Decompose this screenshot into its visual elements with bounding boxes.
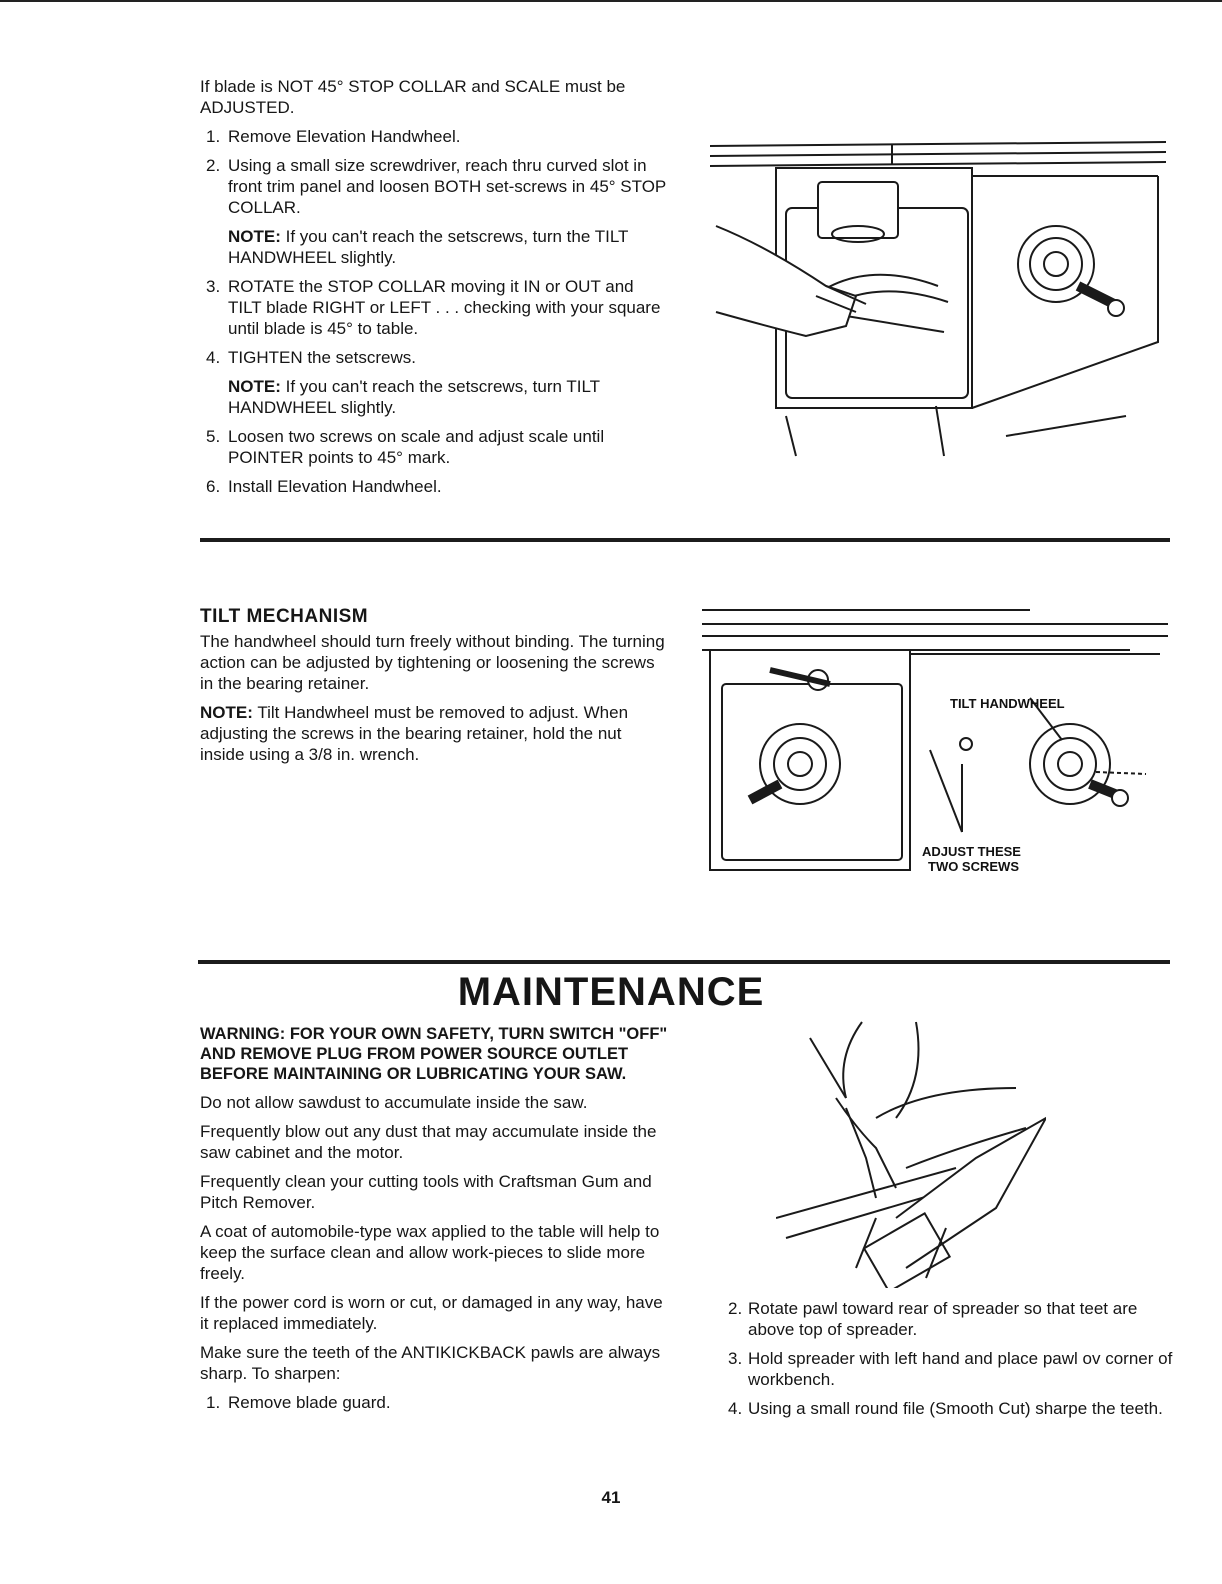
step-text: Remove blade guard. bbox=[228, 1393, 391, 1412]
adjustment-steps-end bbox=[200, 426, 666, 497]
maintenance-paragraph: Make sure the teeth of the ANTIKICKBACK pawls are always sharp. To sharpen: bbox=[200, 1343, 661, 1383]
step-number: 2. bbox=[206, 156, 221, 175]
page-top-border bbox=[0, 0, 1222, 2]
adjust-screws-label-line2: TWO SCREWS bbox=[928, 859, 1019, 874]
stop-collar-adjustment-section bbox=[200, 76, 666, 505]
maintenance-paragraph: If the power cord is worn or cut, or damaged in any way, have it replaced immediately. bbox=[200, 1293, 663, 1333]
tilt-handwheel-label: TILT HANDWHEEL bbox=[950, 696, 1065, 711]
maintenance-section bbox=[200, 1024, 668, 1421]
note-label: NOTE: bbox=[228, 377, 281, 396]
step-number: 1. bbox=[206, 127, 221, 146]
step-item bbox=[200, 426, 666, 468]
note-text: If you can't reach the setscrews, turn TILT HANDWHEEL slightly. bbox=[228, 377, 600, 417]
pawl-sharpening-illustration bbox=[776, 1018, 1046, 1288]
note-label: NOTE: bbox=[228, 227, 281, 246]
step-number: 3. bbox=[728, 1349, 743, 1368]
step-number: 2. bbox=[728, 1299, 743, 1318]
sharpen-steps bbox=[200, 1392, 668, 1413]
step-text: Install Elevation Handwheel. bbox=[228, 477, 442, 496]
step-number: 4. bbox=[728, 1399, 743, 1418]
note-text: If you can't reach the setscrews, turn the TILT HANDWHEEL slightly. bbox=[228, 227, 629, 267]
step-item bbox=[722, 1348, 1174, 1390]
step-item bbox=[200, 476, 666, 497]
step-item bbox=[200, 126, 666, 147]
page-number: 41 bbox=[601, 1488, 621, 1507]
step-item bbox=[200, 1392, 668, 1413]
maintenance-paragraph: Frequently clean your cutting tools with Craftsman Gum and Pitch Remover. bbox=[200, 1172, 652, 1212]
note-reach-setscrews-2 bbox=[200, 376, 666, 418]
sharpen-steps-right bbox=[722, 1298, 1174, 1427]
section-divider bbox=[200, 538, 1170, 542]
step-text: Using a small round file (Smooth Cut) sharpe the teeth. bbox=[748, 1399, 1163, 1418]
maintenance-title: MAINTENANCE bbox=[457, 970, 765, 1014]
step-text: Remove Elevation Handwheel. bbox=[228, 127, 461, 146]
maintenance-divider bbox=[198, 960, 1170, 964]
adjust-screws-label-line1: ADJUST THESE bbox=[922, 844, 1021, 859]
step-text: Loosen two screws on scale and adjust scale until POINTER points to 45° mark. bbox=[228, 427, 605, 467]
adjustment-steps bbox=[200, 126, 666, 218]
tilt-mechanism-heading: TILT MECHANISM bbox=[200, 606, 369, 627]
adjustment-steps-cont bbox=[200, 276, 666, 368]
note-reach-setscrews bbox=[200, 226, 666, 268]
tilt-note bbox=[200, 702, 668, 765]
tilt-paragraph: The handwheel should turn freely without binding. The turning action can be adjusted by tightening or loosening the screws in the bearing retainer. bbox=[200, 632, 665, 693]
sharpen-steps-list bbox=[722, 1298, 1174, 1419]
step-number: 3. bbox=[206, 277, 221, 296]
step-item bbox=[722, 1298, 1174, 1340]
step-number: 1. bbox=[206, 1393, 221, 1412]
step-number: 6. bbox=[206, 477, 221, 496]
note-text: Tilt Handwheel must be removed to adjust. When adjusting the screws in the bearing retainer, hold the nut inside using a 3/8 in. wrench. bbox=[200, 703, 629, 764]
note-label: NOTE: bbox=[200, 703, 253, 722]
intro-text: If blade is NOT 45° STOP COLLAR and SCALE must be ADJUSTED. bbox=[200, 77, 626, 117]
step-text: Using a small size screwdriver, reach thru curved slot in front trim panel and loosen BOTH set-screws in 45° STOP COLLAR. bbox=[228, 156, 666, 217]
step-item bbox=[200, 347, 666, 368]
step-number: 4. bbox=[206, 348, 221, 367]
step-item bbox=[722, 1398, 1174, 1419]
step-item bbox=[200, 155, 666, 218]
maintenance-paragraph: Frequently blow out any dust that may accumulate inside the saw cabinet and the motor. bbox=[200, 1122, 657, 1162]
step-number: 5. bbox=[206, 427, 221, 446]
tilt-handwheel-illustration bbox=[700, 604, 1170, 894]
stop-collar-illustration bbox=[706, 136, 1170, 462]
step-text: ROTATE the STOP COLLAR moving it IN or OUT and TILT blade RIGHT or LEFT . . . checking with your square until blade is 45° to table. bbox=[228, 277, 661, 338]
step-text: Hold spreader with left hand and place pawl ov corner of workbench. bbox=[748, 1349, 1173, 1389]
step-text: Rotate pawl toward rear of spreader so that teet are above top of spreader. bbox=[748, 1299, 1138, 1339]
safety-warning: WARNING: FOR YOUR OWN SAFETY, TURN SWITCH "OFF" AND REMOVE PLUG FROM POWER SOURCE OUTLET BEFORE MAINTAINING OR LUBRICATING YOUR SAW. bbox=[200, 1025, 668, 1083]
maintenance-paragraph: Do not allow sawdust to accumulate inside the saw. bbox=[200, 1093, 588, 1112]
maintenance-paragraph: A coat of automobile-type wax applied to the table will help to keep the surface clean and allow work-pieces to slide more freely. bbox=[200, 1222, 660, 1283]
tilt-mechanism-section bbox=[200, 606, 668, 773]
step-text: TIGHTEN the setscrews. bbox=[228, 348, 416, 367]
step-item bbox=[200, 276, 666, 339]
